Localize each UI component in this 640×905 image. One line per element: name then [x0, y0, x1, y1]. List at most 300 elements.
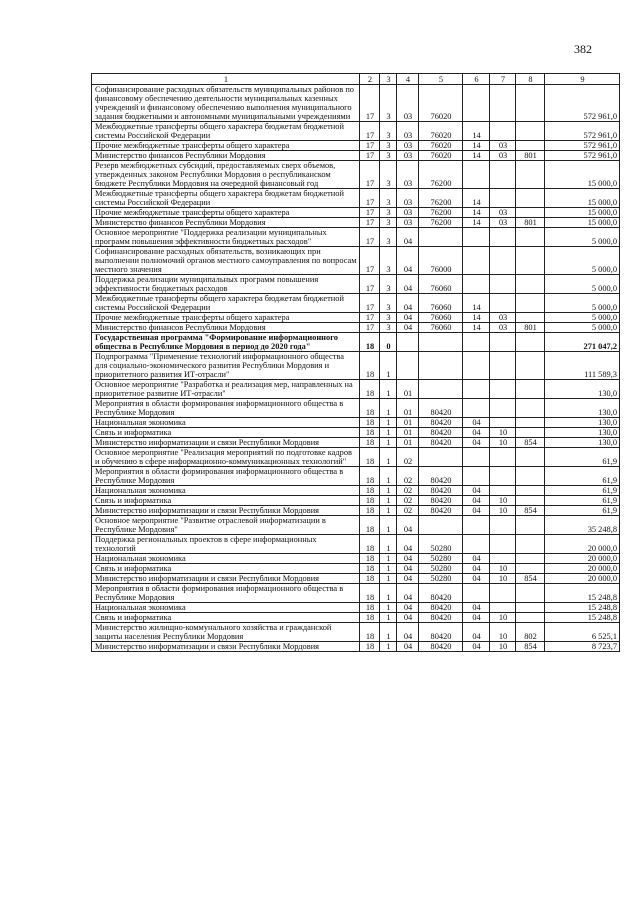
ministry-code-cell — [516, 613, 545, 623]
section-code-cell: 14 — [463, 189, 490, 208]
subprogram-code-cell: 3 — [380, 275, 397, 294]
section-code-cell: 14 — [463, 323, 490, 333]
ministry-code-cell: 802 — [516, 623, 545, 642]
event-code-cell: 03 — [397, 85, 419, 122]
row-name-cell: Министерство информатизации и связи Республики Мордовия — [92, 438, 360, 448]
amount-cell: 61,9 — [545, 467, 620, 486]
section-code-cell — [463, 516, 490, 535]
ministry-code-cell — [516, 122, 545, 141]
amount-cell: 61,9 — [545, 448, 620, 467]
table-row — [92, 208, 620, 218]
row-name-cell: Софинансирование расходных обязательств муниципальных районов по финансовому обеспечению деятельности муниципальных казенных учреждений и финансовому обеспечению выполнения муниципального задания бюджетными и автономными муниципальными учреждениями — [92, 85, 360, 122]
program-code-cell: 18 — [360, 448, 380, 467]
table-row — [92, 151, 620, 161]
subprogram-code-cell: 1 — [380, 603, 397, 613]
program-code-cell: 17 — [360, 151, 380, 161]
row-name-cell: Поддержка реализации муниципальных программ повышения эффективности бюджетных расходов — [92, 275, 360, 294]
subsection-code-cell: 10 — [490, 642, 516, 652]
row-name-cell: Министерство финансов Республики Мордовия — [92, 151, 360, 161]
section-code-cell: 14 — [463, 294, 490, 313]
direction-code-cell: 80420 — [419, 486, 463, 496]
program-code-cell: 18 — [360, 399, 380, 418]
program-code-cell: 18 — [360, 418, 380, 428]
amount-cell: 572 961,0 — [545, 85, 620, 122]
program-code-cell: 17 — [360, 85, 380, 122]
ministry-code-cell — [516, 161, 545, 189]
direction-code-cell: 80420 — [419, 399, 463, 418]
program-code-cell: 17 — [360, 294, 380, 313]
row-name-cell: Прочие межбюджетные трансферты общего характера — [92, 313, 360, 323]
event-code-cell: 04 — [397, 613, 419, 623]
subsection-code-cell — [490, 294, 516, 313]
section-code-cell: 04 — [463, 554, 490, 564]
row-name-cell: Резерв межбюджетных субсидий, предоставляемых сверх объемов, утвержденных законом Республики Мордовия о республиканском бюджете Республики Мордовия на очередной финансовый год — [92, 161, 360, 189]
ministry-code-cell — [516, 554, 545, 564]
subprogram-code-cell: 1 — [380, 506, 397, 516]
amount-cell: 35 248,8 — [545, 516, 620, 535]
subprogram-code-cell: 1 — [380, 352, 397, 380]
section-code-cell — [463, 247, 490, 275]
row-name-cell: Национальная экономика — [92, 418, 360, 428]
row-name-cell: Связь и информатика — [92, 613, 360, 623]
row-name-cell: Основное мероприятие "Реализация мероприятий по подготовке кадров и обучению в сфере информационно-коммуникационных технологий" — [92, 448, 360, 467]
subprogram-code-cell: 1 — [380, 535, 397, 554]
ministry-code-cell — [516, 603, 545, 613]
table-row — [92, 496, 620, 506]
amount-cell: 130,0 — [545, 428, 620, 438]
section-code-cell: 14 — [463, 122, 490, 141]
table-row — [92, 333, 620, 352]
row-name-cell: Прочие межбюджетные трансферты общего характера — [92, 141, 360, 151]
event-code-cell: 02 — [397, 496, 419, 506]
event-code-cell: 03 — [397, 141, 419, 151]
subsection-code-cell: 03 — [490, 323, 516, 333]
row-name-cell: Прочие межбюджетные трансферты общего характера — [92, 208, 360, 218]
ministry-code-cell — [516, 428, 545, 438]
ministry-code-cell — [516, 313, 545, 323]
row-name-cell: Национальная экономика — [92, 554, 360, 564]
direction-code-cell: 80420 — [419, 418, 463, 428]
subsection-code-cell: 10 — [490, 623, 516, 642]
section-code-cell: 04 — [463, 496, 490, 506]
ministry-code-cell — [516, 584, 545, 603]
section-code-cell: 04 — [463, 506, 490, 516]
program-code-cell: 18 — [360, 574, 380, 584]
ministry-code-cell — [516, 486, 545, 496]
ministry-code-cell: 854 — [516, 506, 545, 516]
subprogram-code-cell: 3 — [380, 151, 397, 161]
subprogram-code-cell: 3 — [380, 218, 397, 228]
subsection-code-cell — [490, 189, 516, 208]
subprogram-code-cell: 1 — [380, 613, 397, 623]
table-row — [92, 584, 620, 603]
ministry-code-cell — [516, 141, 545, 151]
section-code-cell — [463, 85, 490, 122]
program-code-cell: 18 — [360, 603, 380, 613]
direction-code-cell: 50280 — [419, 554, 463, 564]
event-code-cell: 04 — [397, 564, 419, 574]
program-code-cell: 17 — [360, 228, 380, 247]
subsection-code-cell — [490, 554, 516, 564]
amount-cell: 572 961,0 — [545, 141, 620, 151]
ministry-code-cell — [516, 352, 545, 380]
subprogram-code-cell: 3 — [380, 208, 397, 218]
ministry-code-cell — [516, 516, 545, 535]
amount-cell: 5 000,0 — [545, 294, 620, 313]
event-code-cell: 04 — [397, 313, 419, 323]
program-code-cell: 18 — [360, 496, 380, 506]
subsection-code-cell: 03 — [490, 218, 516, 228]
subsection-code-cell: 10 — [490, 564, 516, 574]
direction-code-cell: 50280 — [419, 564, 463, 574]
direction-code-cell: 80420 — [419, 584, 463, 603]
event-code-cell: 04 — [397, 294, 419, 313]
table-row — [92, 247, 620, 275]
program-code-cell: 18 — [360, 554, 380, 564]
direction-code-cell — [419, 448, 463, 467]
program-code-cell: 18 — [360, 438, 380, 448]
event-code-cell: 02 — [397, 506, 419, 516]
direction-code-cell: 80420 — [419, 623, 463, 642]
header-row — [92, 74, 620, 85]
subsection-code-cell — [490, 161, 516, 189]
amount-cell: 20 000,0 — [545, 535, 620, 554]
program-code-cell: 17 — [360, 313, 380, 323]
direction-code-cell: 80420 — [419, 428, 463, 438]
table-row — [92, 467, 620, 486]
amount-cell: 111 589,3 — [545, 352, 620, 380]
table-row — [92, 428, 620, 438]
program-code-cell: 17 — [360, 218, 380, 228]
row-name-cell: Основное мероприятие "Разработка и реализация мер, направленных на приоритетное развитие ИТ-отрасли" — [92, 380, 360, 399]
direction-code-cell: 80420 — [419, 642, 463, 652]
subsection-code-cell: 10 — [490, 496, 516, 506]
direction-code-cell: 80420 — [419, 467, 463, 486]
table-row — [92, 613, 620, 623]
table-row — [92, 486, 620, 496]
section-code-cell: 04 — [463, 574, 490, 584]
direction-code-cell: 76060 — [419, 323, 463, 333]
direction-code-cell — [419, 333, 463, 352]
section-code-cell — [463, 161, 490, 189]
budget-table — [91, 73, 620, 652]
subsection-code-cell — [490, 535, 516, 554]
subsection-code-cell — [490, 352, 516, 380]
row-name-cell: Национальная экономика — [92, 486, 360, 496]
event-code-cell — [397, 352, 419, 380]
section-code-cell — [463, 275, 490, 294]
subprogram-code-cell: 1 — [380, 418, 397, 428]
event-code-cell: 03 — [397, 122, 419, 141]
program-code-cell: 18 — [360, 623, 380, 642]
subprogram-code-cell: 3 — [380, 294, 397, 313]
subsection-code-cell: 10 — [490, 438, 516, 448]
table-row — [92, 535, 620, 554]
ministry-code-cell — [516, 294, 545, 313]
section-code-cell: 04 — [463, 486, 490, 496]
program-code-cell: 17 — [360, 247, 380, 275]
direction-code-cell: 76060 — [419, 275, 463, 294]
program-code-cell: 17 — [360, 161, 380, 189]
row-name-cell: Государственная программа "Формирование информационного общества в Республике Мордовия в период до 2020 года" — [92, 333, 360, 352]
program-code-cell: 18 — [360, 584, 380, 603]
section-code-cell — [463, 380, 490, 399]
subsection-code-cell — [490, 247, 516, 275]
ministry-code-cell: 801 — [516, 151, 545, 161]
event-code-cell: 01 — [397, 399, 419, 418]
amount-cell: 61,9 — [545, 496, 620, 506]
ministry-code-cell — [516, 228, 545, 247]
col-header-4: 4 — [397, 74, 419, 85]
amount-cell: 8 723,7 — [545, 642, 620, 652]
row-name-cell: Министерство информатизации и связи Республики Мордовия — [92, 506, 360, 516]
subsection-code-cell: 10 — [490, 574, 516, 584]
subprogram-code-cell: 1 — [380, 516, 397, 535]
direction-code-cell — [419, 352, 463, 380]
subsection-code-cell: 10 — [490, 506, 516, 516]
ministry-code-cell: 801 — [516, 218, 545, 228]
amount-cell: 5 000,0 — [545, 323, 620, 333]
direction-code-cell — [419, 516, 463, 535]
program-code-cell: 18 — [360, 613, 380, 623]
amount-cell: 15 000,0 — [545, 189, 620, 208]
row-name-cell: Связь и информатика — [92, 496, 360, 506]
section-code-cell — [463, 228, 490, 247]
amount-cell: 271 047,2 — [545, 333, 620, 352]
section-code-cell: 14 — [463, 141, 490, 151]
subsection-code-cell — [490, 228, 516, 247]
table-row — [92, 516, 620, 535]
table-row — [92, 603, 620, 613]
table-row — [92, 623, 620, 642]
amount-cell: 5 000,0 — [545, 275, 620, 294]
subprogram-code-cell: 1 — [380, 564, 397, 574]
table-row — [92, 228, 620, 247]
subsection-code-cell: 03 — [490, 313, 516, 323]
subsection-code-cell — [490, 486, 516, 496]
program-code-cell: 17 — [360, 275, 380, 294]
subprogram-code-cell: 1 — [380, 554, 397, 564]
col-header-6: 6 — [463, 74, 490, 85]
event-code-cell: 02 — [397, 448, 419, 467]
ministry-code-cell — [516, 247, 545, 275]
amount-cell: 61,9 — [545, 506, 620, 516]
section-code-cell — [463, 584, 490, 603]
amount-cell: 15 000,0 — [545, 208, 620, 218]
event-code-cell: 04 — [397, 554, 419, 564]
section-code-cell: 04 — [463, 613, 490, 623]
table-row — [92, 141, 620, 151]
program-code-cell: 17 — [360, 122, 380, 141]
event-code-cell: 03 — [397, 151, 419, 161]
col-header-5: 5 — [419, 74, 463, 85]
table-row — [92, 564, 620, 574]
direction-code-cell: 76020 — [419, 122, 463, 141]
subprogram-code-cell: 3 — [380, 323, 397, 333]
direction-code-cell: 76060 — [419, 313, 463, 323]
program-code-cell: 18 — [360, 467, 380, 486]
ministry-code-cell: 801 — [516, 323, 545, 333]
subsection-code-cell — [490, 448, 516, 467]
subprogram-code-cell: 3 — [380, 247, 397, 275]
direction-code-cell: 76020 — [419, 151, 463, 161]
row-name-cell: Мероприятия в области формирования информационного общества в Республике Мордовия — [92, 584, 360, 603]
event-code-cell: 04 — [397, 275, 419, 294]
subsection-code-cell — [490, 584, 516, 603]
table-row — [92, 122, 620, 141]
subprogram-code-cell: 1 — [380, 438, 397, 448]
subsection-code-cell: 10 — [490, 613, 516, 623]
subsection-code-cell — [490, 516, 516, 535]
subprogram-code-cell: 1 — [380, 642, 397, 652]
amount-cell: 20 000,0 — [545, 554, 620, 564]
row-name-cell: Министерство жилищно-коммунального хозяйства и гражданской защиты населения Республики Мордовия — [92, 623, 360, 642]
section-code-cell: 14 — [463, 151, 490, 161]
event-code-cell: 04 — [397, 247, 419, 275]
amount-cell: 15 248,8 — [545, 584, 620, 603]
table-row — [92, 506, 620, 516]
program-code-cell: 17 — [360, 189, 380, 208]
row-name-cell: Софинансирование расходных обязательств, возникающих при выполнении полномочий органов местного самоуправления по вопросам местного значения — [92, 247, 360, 275]
program-code-cell: 17 — [360, 141, 380, 151]
ministry-code-cell — [516, 535, 545, 554]
direction-code-cell: 80420 — [419, 438, 463, 448]
table-row — [92, 554, 620, 564]
program-code-cell: 18 — [360, 516, 380, 535]
subprogram-code-cell: 1 — [380, 584, 397, 603]
amount-cell: 20 000,0 — [545, 564, 620, 574]
event-code-cell — [397, 333, 419, 352]
amount-cell: 572 961,0 — [545, 151, 620, 161]
amount-cell: 6 525,1 — [545, 623, 620, 642]
direction-code-cell: 80420 — [419, 613, 463, 623]
subsection-code-cell — [490, 333, 516, 352]
row-name-cell: Министерство информатизации и связи Республики Мордовия — [92, 642, 360, 652]
event-code-cell: 04 — [397, 574, 419, 584]
col-header-1: 1 — [92, 74, 360, 85]
direction-code-cell — [419, 380, 463, 399]
amount-cell: 5 000,0 — [545, 247, 620, 275]
event-code-cell: 04 — [397, 603, 419, 613]
subsection-code-cell — [490, 418, 516, 428]
section-code-cell: 04 — [463, 438, 490, 448]
subsection-code-cell — [490, 122, 516, 141]
event-code-cell: 04 — [397, 323, 419, 333]
section-code-cell — [463, 448, 490, 467]
direction-code-cell: 80420 — [419, 496, 463, 506]
event-code-cell: 04 — [397, 642, 419, 652]
program-code-cell: 18 — [360, 380, 380, 399]
direction-code-cell: 76200 — [419, 189, 463, 208]
event-code-cell: 04 — [397, 516, 419, 535]
subprogram-code-cell: 3 — [380, 313, 397, 323]
subsection-code-cell — [490, 85, 516, 122]
subprogram-code-cell: 1 — [380, 486, 397, 496]
row-name-cell: Основное мероприятие "Развитие отраслевой информатизации в Республике Мордовия" — [92, 516, 360, 535]
ministry-code-cell — [516, 448, 545, 467]
program-code-cell: 18 — [360, 428, 380, 438]
subprogram-code-cell: 1 — [380, 496, 397, 506]
direction-code-cell: 76020 — [419, 141, 463, 151]
direction-code-cell: 76200 — [419, 208, 463, 218]
event-code-cell: 01 — [397, 380, 419, 399]
table-row — [92, 418, 620, 428]
amount-cell: 15 248,8 — [545, 603, 620, 613]
subprogram-code-cell: 1 — [380, 428, 397, 438]
program-code-cell: 18 — [360, 486, 380, 496]
event-code-cell: 01 — [397, 418, 419, 428]
subsection-code-cell: 03 — [490, 208, 516, 218]
section-code-cell: 04 — [463, 642, 490, 652]
ministry-code-cell — [516, 380, 545, 399]
direction-code-cell: 76020 — [419, 85, 463, 122]
event-code-cell: 04 — [397, 584, 419, 603]
ministry-code-cell — [516, 399, 545, 418]
table-row — [92, 294, 620, 313]
section-code-cell — [463, 467, 490, 486]
amount-cell: 130,0 — [545, 380, 620, 399]
event-code-cell: 03 — [397, 189, 419, 208]
event-code-cell: 01 — [397, 438, 419, 448]
row-name-cell: Министерство финансов Республики Мордовия — [92, 218, 360, 228]
subprogram-code-cell: 1 — [380, 448, 397, 467]
subprogram-code-cell: 3 — [380, 189, 397, 208]
ministry-code-cell: 854 — [516, 574, 545, 584]
program-code-cell: 18 — [360, 333, 380, 352]
section-code-cell: 04 — [463, 603, 490, 613]
subprogram-code-cell: 3 — [380, 228, 397, 247]
section-code-cell: 04 — [463, 418, 490, 428]
row-name-cell: Межбюджетные трансферты общего характера бюджетам бюджетной системы Российской Федерации — [92, 122, 360, 141]
ministry-code-cell — [516, 418, 545, 428]
ministry-code-cell: 854 — [516, 438, 545, 448]
ministry-code-cell — [516, 564, 545, 574]
amount-cell: 130,0 — [545, 418, 620, 428]
event-code-cell: 03 — [397, 161, 419, 189]
event-code-cell: 04 — [397, 623, 419, 642]
amount-cell: 15 248,8 — [545, 613, 620, 623]
table-row — [92, 313, 620, 323]
row-name-cell: Мероприятия в области формирования информационного общества в Республике Мордовия — [92, 467, 360, 486]
subprogram-code-cell: 3 — [380, 141, 397, 151]
direction-code-cell — [419, 228, 463, 247]
table-row — [92, 161, 620, 189]
program-code-cell: 17 — [360, 323, 380, 333]
ministry-code-cell — [516, 208, 545, 218]
subsection-code-cell: 03 — [490, 151, 516, 161]
amount-cell: 61,9 — [545, 486, 620, 496]
row-name-cell: Связь и информатика — [92, 428, 360, 438]
amount-cell: 130,0 — [545, 438, 620, 448]
event-code-cell: 04 — [397, 228, 419, 247]
subprogram-code-cell: 1 — [380, 380, 397, 399]
direction-code-cell: 76200 — [419, 218, 463, 228]
event-code-cell: 02 — [397, 467, 419, 486]
col-header-3: 3 — [380, 74, 397, 85]
direction-code-cell: 50280 — [419, 535, 463, 554]
program-code-cell: 17 — [360, 208, 380, 218]
subprogram-code-cell: 3 — [380, 161, 397, 189]
section-code-cell — [463, 399, 490, 418]
section-code-cell: 14 — [463, 208, 490, 218]
subsection-code-cell — [490, 380, 516, 399]
section-code-cell: 04 — [463, 564, 490, 574]
col-header-7: 7 — [490, 74, 516, 85]
row-name-cell: Связь и информатика — [92, 564, 360, 574]
ministry-code-cell — [516, 189, 545, 208]
subsection-code-cell — [490, 275, 516, 294]
section-code-cell: 14 — [463, 218, 490, 228]
